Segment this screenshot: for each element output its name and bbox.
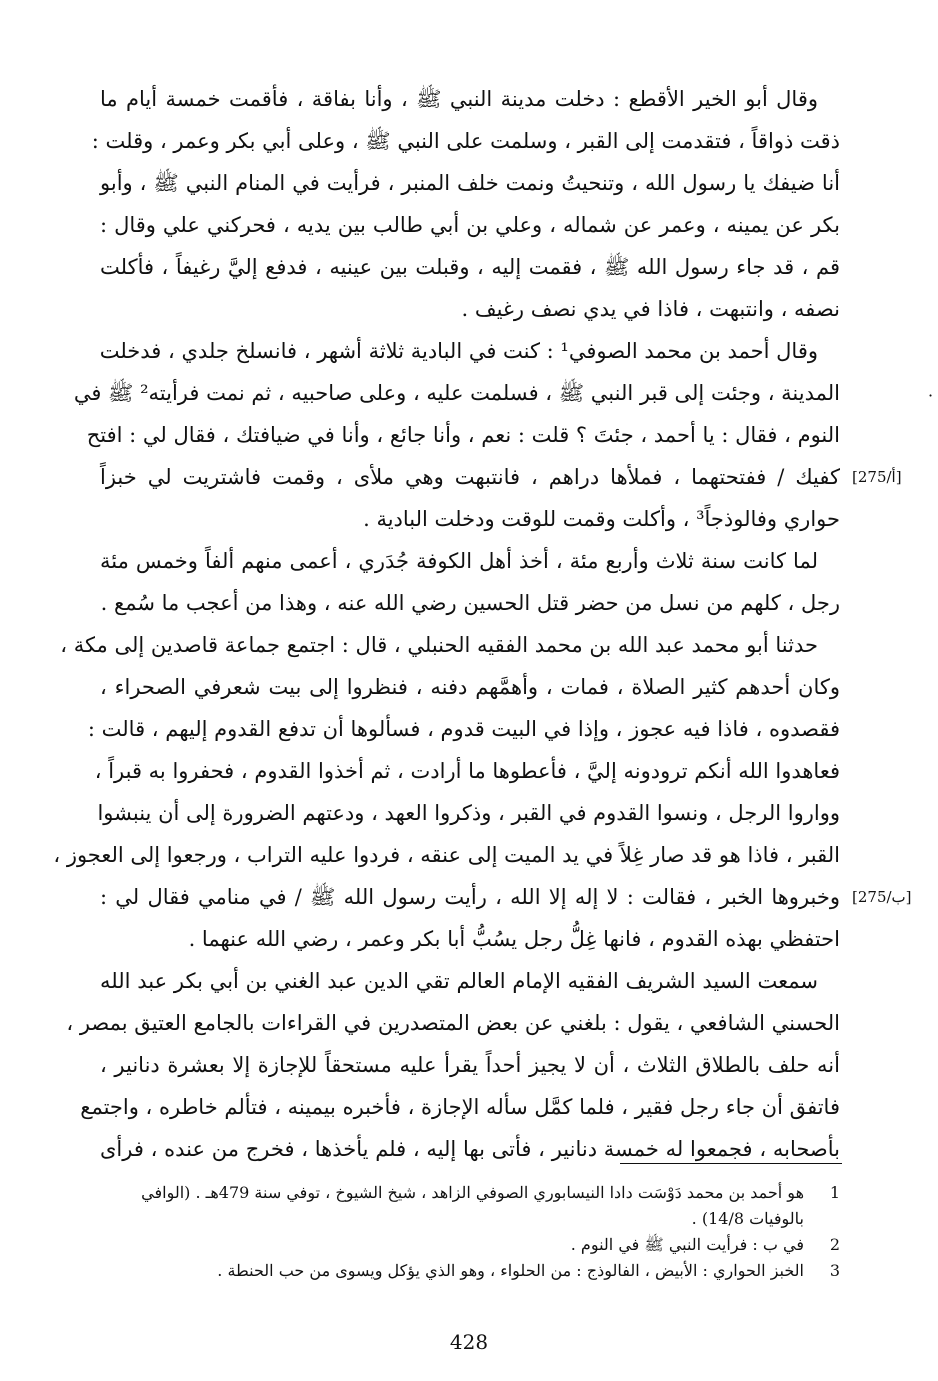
text-line: كفيك / ففتحتهما ، فملأها دراهم ، فانتبهت وهي ملأى ، وقمت فاشتريت لي خبزاً [100,465,840,489]
text-line: وكان أحدهم كثير الصلاة ، فمات ، وأهمَّهم دفنه ، فنظروا إلى بيت شعرفي الصحراء ، [100,675,840,699]
text-line: فعاهدوا الله أنكم ترودونه إليَّ ، فأعطوها ما أرادت ، ثم أخذوا القدوم ، فحفروا به قبراً ، [94,759,840,783]
text-line: وخبروها الخبر ، فقالت : لا إله إلا الله ، رأيت رسول الله ﷺ / في منامي فقال لي : [100,885,840,909]
text-line: ذقت ذواقاً ، فتقدمت إلى القبر ، وسلمت على النبي ﷺ ، وعلى أبي بكر وعمر ، وقلت : [91,129,840,153]
text-line: نصفه ، وانتبهت ، فاذا في يدي نصف رغيف . [461,297,840,321]
stray-mark: · [928,386,934,405]
text-line: حدثنا أبو محمد عبد الله بن محمد الفقيه الحنبلي ، قال : اجتمع جماعة قاصدين إلى مكة ، [60,633,818,657]
text-line: وقال أحمد بن محمد الصوفي¹ : كنت في البادية ثلاثة أشهر ، فانسلخ جلدي ، فدخلت [99,339,818,363]
text-line: فاتفق أن جاء رجل فقير ، فلما كمَّل سأله الإجازة ، فأخبره بيمينه ، فتألم خاطره ، واجتمع [80,1095,840,1119]
text-line: احتفظي بهذه القدوم ، فانها غِلُّ رجل يسُبُّ أبا بكر وعمر ، رضي الله عنهما . [188,927,840,951]
footnote-text: هو أحمد بن محمد دَوْسَت دادا النيسابوري الصوفي الزاهد ، شيخ الشيوخ ، توفي سنة 479هـ . (الوافي [141,1183,804,1202]
footnote-continuation: بالوفيات 14/8) . [691,1209,804,1228]
footnote [100,1258,840,1284]
footnote-number: 1 [829,1183,840,1202]
text-line: القبر ، فاذا هو قد صار غِلاً في يد الميت إلى عنقه ، فردوا عليه التراب ، ورجعوا إلى العجوز ، [53,843,840,867]
page-number: 428 [449,1330,489,1354]
footnote-text: الخبز الحواري : الأبيض ، الفالوذج : من الحلواء ، وهو الذي يؤكل ويسوى من حب الحنطة . [217,1261,804,1280]
text-line: فقصدوه ، فاذا فيه عجوز ، وإذا في البيت قدوم ، فسألوها أن تدفع القدوم إليهم ، قالت : [87,717,840,741]
text-line: رجل ، كلهم من نسل من حضر قتل الحسين رضي الله عنه ، وهذا من أعجب ما سُمع . [100,591,840,615]
text-line: بكر عن يمينه ، وعمر عن شماله ، وعلي بن أبي طالب بين يديه ، فحركني علي وقال : [100,213,840,237]
text-line: وقال أبو الخير الأقطع : دخلت مدينة النبي ﷺ ، وأنا بفاقة ، فأقمت خمسة أيام ما [100,87,818,111]
footnote-number: 2 [829,1235,840,1254]
text-line: أنا ضيفك يا رسول الله ، وتنحيتُ ونمت خلف المنبر ، فرأيت في المنام النبي ﷺ ، وأبو [100,171,840,195]
text-line: سمعت السيد الشريف الفقيه الإمام العالم تقي الدين عبد الغني بن أبي بكر عبد الله [100,969,818,993]
text-line: بأصحابه ، فجمعوا له خمسة دنانير ، فأتى بها إليه ، فلم يأخذها ، فخرج من عنده ، فرأى [100,1137,840,1161]
text-line: وواروا الرجل ، ونسوا القدوم في القبر ، وذكروا العهد ، ودعتهم الضرورة إلى أن ينبشوا [97,801,840,825]
footnote [100,1232,840,1258]
text-line: أنه حلف بالطلاق الثلاث ، أن لا يجيز أحداً يقرأ عليه مستحقاً للإجازة إلا بعشرة دنانير ، [100,1053,840,1077]
folio-marker: [275/أ] [852,468,902,486]
text-line: لما كانت سنة ثلاث وأربع مئة ، أخذ أهل الكوفة جُدَري ، أعمى منهم ألفاً وخمس مئة [100,549,818,573]
text-line: الحسني الشافعي ، يقول : بلغني عن بعض المتصدرين في القراءات بالجامع العتيق بمصر ، [66,1011,840,1035]
footnote [100,1180,840,1206]
text-line: المدينة ، وجئت إلى قبر النبي ﷺ ، فسلمت عليه ، وعلى صاحبيه ، ثم نمت فرأيته² ﷺ في [73,381,840,405]
folio-marker: [275/ب] [852,888,912,906]
footnote-separator [620,1163,842,1164]
text-line: النوم ، فقال : يا أحمد ، جئتَ ؟ قلت : نعم ، وأنا جائع ، وأنا في ضيافتك ، فقال لي : افتح [86,423,840,447]
footnotes [100,1180,840,1284]
text-line: قم ، قد جاء رسول الله ﷺ ، فقمت إليه ، وقبلت بين عينيه ، فدفع إليَّ رغيفاً ، فأكلت [100,255,840,279]
footnote-text: في ب : فرأيت النبي ﷺ في النوم . [570,1235,804,1254]
footnote-number: 3 [829,1261,840,1280]
main-text [53,78,840,1170]
text-line: حواري وفالوذجاً³ ، وأكلت وقمت للوقت ودخلت البادية . [363,507,840,531]
